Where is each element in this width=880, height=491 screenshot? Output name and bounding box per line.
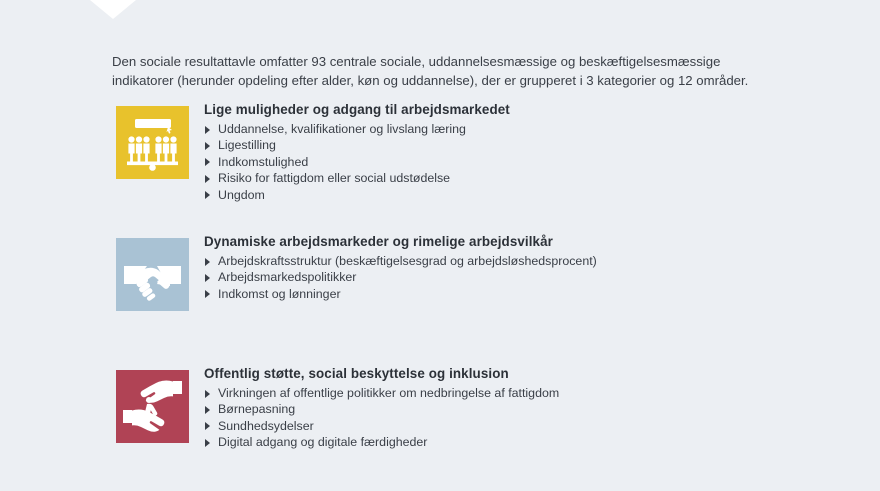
list-item	[204, 418, 804, 434]
area-list	[204, 121, 804, 203]
category-title: Offentlig støtte, social beskyttelse og inklusion	[204, 366, 509, 381]
arrow-right-bullet-icon	[205, 191, 210, 199]
area-label: Indkomst og lønninger	[218, 286, 341, 301]
list-item	[204, 269, 804, 285]
list-item	[204, 170, 804, 186]
list-item	[204, 137, 804, 153]
list-item	[204, 253, 804, 269]
arrow-right-bullet-icon	[205, 390, 210, 398]
arrow-right-bullet-icon	[205, 274, 210, 282]
area-list	[204, 385, 804, 451]
area-label: Uddannelse, kvalifikationer og livslang læring	[218, 122, 466, 136]
area-label: Virkningen af offentlige politikker om nedbringelse af fattigdom	[218, 386, 560, 400]
arrow-right-bullet-icon	[205, 175, 210, 183]
arrow-right-bullet-icon	[205, 290, 210, 298]
list-item	[204, 286, 804, 302]
area-label: Indkomstulighed	[218, 154, 309, 169]
arrow-right-bullet-icon	[205, 126, 210, 134]
area-list	[204, 253, 804, 302]
category-title: Lige muligheder og adgang til arbejdsmarkedet	[204, 102, 510, 117]
handshake-icon	[116, 238, 189, 311]
area-label: Digital adgang og digitale færdigheder	[218, 435, 428, 450]
protecting-hands-icon	[116, 370, 189, 443]
area-label: Sundhedsydelser	[218, 418, 314, 433]
category-title: Dynamiske arbejdsmarkeder og rimelige arbejdsvilkår	[204, 234, 553, 249]
intro-paragraph	[112, 52, 772, 90]
category-text-block	[204, 366, 804, 451]
intro-line-2: indikatorer (herunder opdeling efter alder, køn og uddannelse), der er grupperet i 3 kategorier og 12 områder.	[112, 73, 749, 88]
arrow-right-bullet-icon	[205, 406, 210, 414]
arrow-right-bullet-icon	[205, 142, 210, 150]
arrow-right-bullet-icon	[205, 439, 210, 447]
area-label: Arbejdskraftsstruktur (beskæftigelsesgrad og arbejdsløshedsprocent)	[218, 254, 597, 268]
list-item	[204, 154, 804, 170]
list-item	[204, 385, 804, 401]
area-label: Ungdom	[218, 187, 265, 202]
list-item	[204, 434, 804, 450]
area-label: Arbejdsmarkedspolitikker	[218, 270, 357, 285]
area-label: Ligestilling	[218, 138, 276, 153]
arrow-right-bullet-icon	[205, 158, 210, 166]
list-item	[204, 187, 804, 203]
area-label: Risiko for fattigdom eller social udstødelse	[218, 171, 451, 186]
intro-line-1: Den sociale resultattavle omfatter 93 centrale sociale, uddannelsesmæssige og beskæftigelsesmæssige	[112, 54, 721, 69]
arrow-right-bullet-icon	[205, 258, 210, 266]
area-label: Børnepasning	[218, 402, 296, 417]
list-item	[204, 121, 804, 137]
triangle-down-marker-icon	[90, 0, 136, 19]
category-text-block	[204, 102, 804, 203]
list-item	[204, 401, 804, 417]
arrow-right-bullet-icon	[205, 422, 210, 430]
people-on-balance-scale-icon	[116, 106, 189, 179]
category-text-block	[204, 234, 804, 302]
